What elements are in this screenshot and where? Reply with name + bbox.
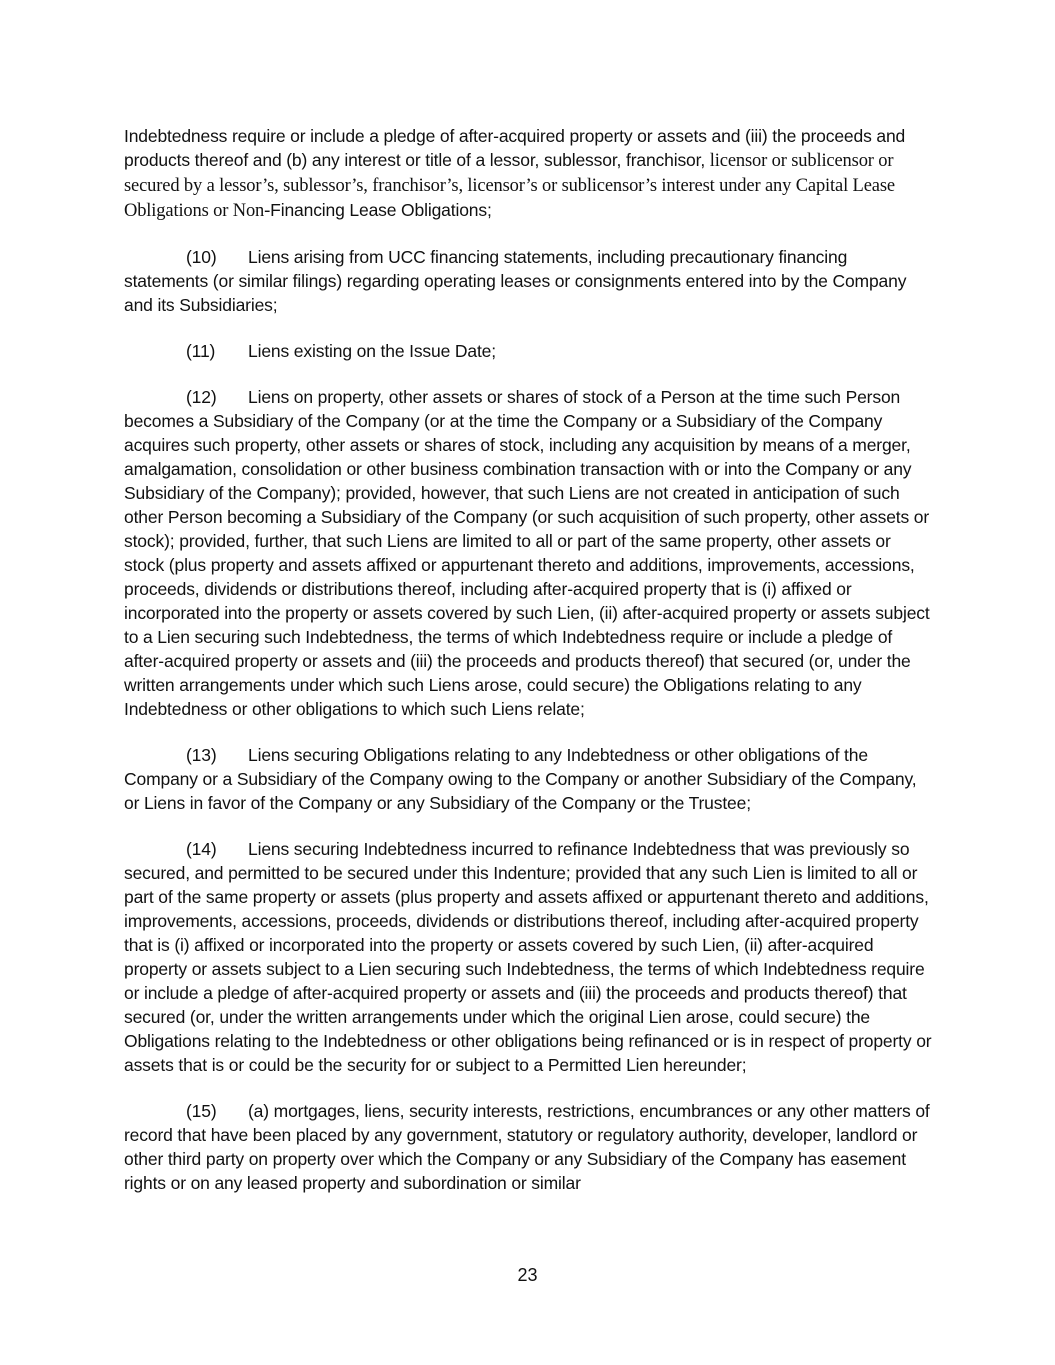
- item-number: (11): [186, 341, 216, 361]
- item-text: Liens on property, other assets or shares of stock of a Person at the time such Person becomes a Subsidiary of the Company (or at the time the Company or a Subsidiary of the Company acquires such property, other assets or shares of stock, including any acquisition by means of a merger, amalgamation, consolidation or other business combination transaction with or into the Company or any Subsidiary of the Company); provided, however, that such Liens are not created in anticipation of such other Person becoming a Subsidiary of the Company (or such acquisition of such property, other assets or stock); provided, further, that such Liens are limited to all or part of the same property, other assets or stock (plus property and assets affixed or appurtenant thereto and additions, improvements, accessions, proceeds, dividends or distributions thereof, including after-acquired property that is (i) affixed or incorporated into the property or assets covered by such Lien, (ii) after-acquired property or assets subject to a Lien securing such Indebtedness, the terms of which Indebtedness require or include a pledge of after-acquired property or assets and (iii) the proceeds and products thereof) that secured (or, under the written arrangements under which such Liens arose, could secure) the Obligations relating to any Indebtedness or other obligations to which such Liens relate;: [124, 387, 930, 719]
- item-text: Liens securing Obligations relating to any Indebtedness or other obligations of the Company or a Subsidiary of the Company owing to the Company or another Subsidiary of the Company, or Liens in favor of the Company or any Subsidiary of the Company or the Trustee;: [124, 745, 917, 813]
- item-number: (13): [186, 745, 217, 765]
- continued-paragraph: [124, 124, 934, 223]
- list-item-13: [124, 743, 934, 815]
- item-number: (14): [186, 839, 217, 859]
- continued-paragraph-part3: Financing Lease Obligations;: [270, 200, 492, 220]
- item-text: Liens arising from UCC financing statements, including precautionary financing statements (or similar filings) regarding operating leases or consignments entered into by the Company and its Subsidiaries;: [124, 247, 907, 315]
- list-item-10: [124, 245, 934, 317]
- list-item-14: [124, 837, 934, 1077]
- document-body: [124, 124, 934, 1217]
- item-number: (12): [186, 387, 217, 407]
- item-text: (a) mortgages, liens, security interests, restrictions, encumbrances or any other matters of record that have been placed by any government, statutory or regulatory authority, developer, landlord or other third party on property over which the Company or any Subsidiary of the Company has easement rights or on any leased property and subordination or similar: [124, 1101, 930, 1193]
- item-text: Liens existing on the Issue Date;: [248, 341, 496, 361]
- list-item-15: [124, 1099, 934, 1195]
- item-number: (15): [186, 1101, 217, 1121]
- list-item-12: [124, 385, 934, 721]
- continued-paragraph-part1: Indebtedness require or include a pledge of after-acquired property or assets and (iii) the proceeds and products thereof and (b) any interest or title of a lessor, sublessor, franchisor,: [124, 126, 906, 170]
- continued-paragraph-part2: licensor or sublicensor or secured by a lessor’s, sublessor’s, franchisor’s, licensor’s or sublicensor’s interest under any Capital Lease Obligations or Non-: [124, 151, 895, 221]
- list-item-11: [124, 339, 934, 363]
- item-text: Liens securing Indebtedness incurred to refinance Indebtedness that was previously so secured, and permitted to be secured under this Indenture; provided that any such Lien is limited to all or part of the same property or assets (plus property and assets affixed or appurtenant thereto and additions, improvements, accessions, proceeds, dividends or distributions thereof, including after-acquired property that is (i) affixed or incorporated into the property or assets covered by such Lien, (ii) after-acquired property or assets subject to a Lien securing such Indebtedness, the terms of which Indebtedness require or include a pledge of after-acquired property or assets and (iii) the proceeds and products thereof) that secured (or, under the written arrangements under which the original Lien arose, could secure) the Obligations relating to the Indebtedness or other obligations being refinanced or is in respect of property or assets that is or could be the security for or subject to a Permitted Lien hereunder;: [124, 839, 932, 1075]
- item-number: (10): [186, 247, 217, 267]
- page-number: 23: [517, 1265, 538, 1285]
